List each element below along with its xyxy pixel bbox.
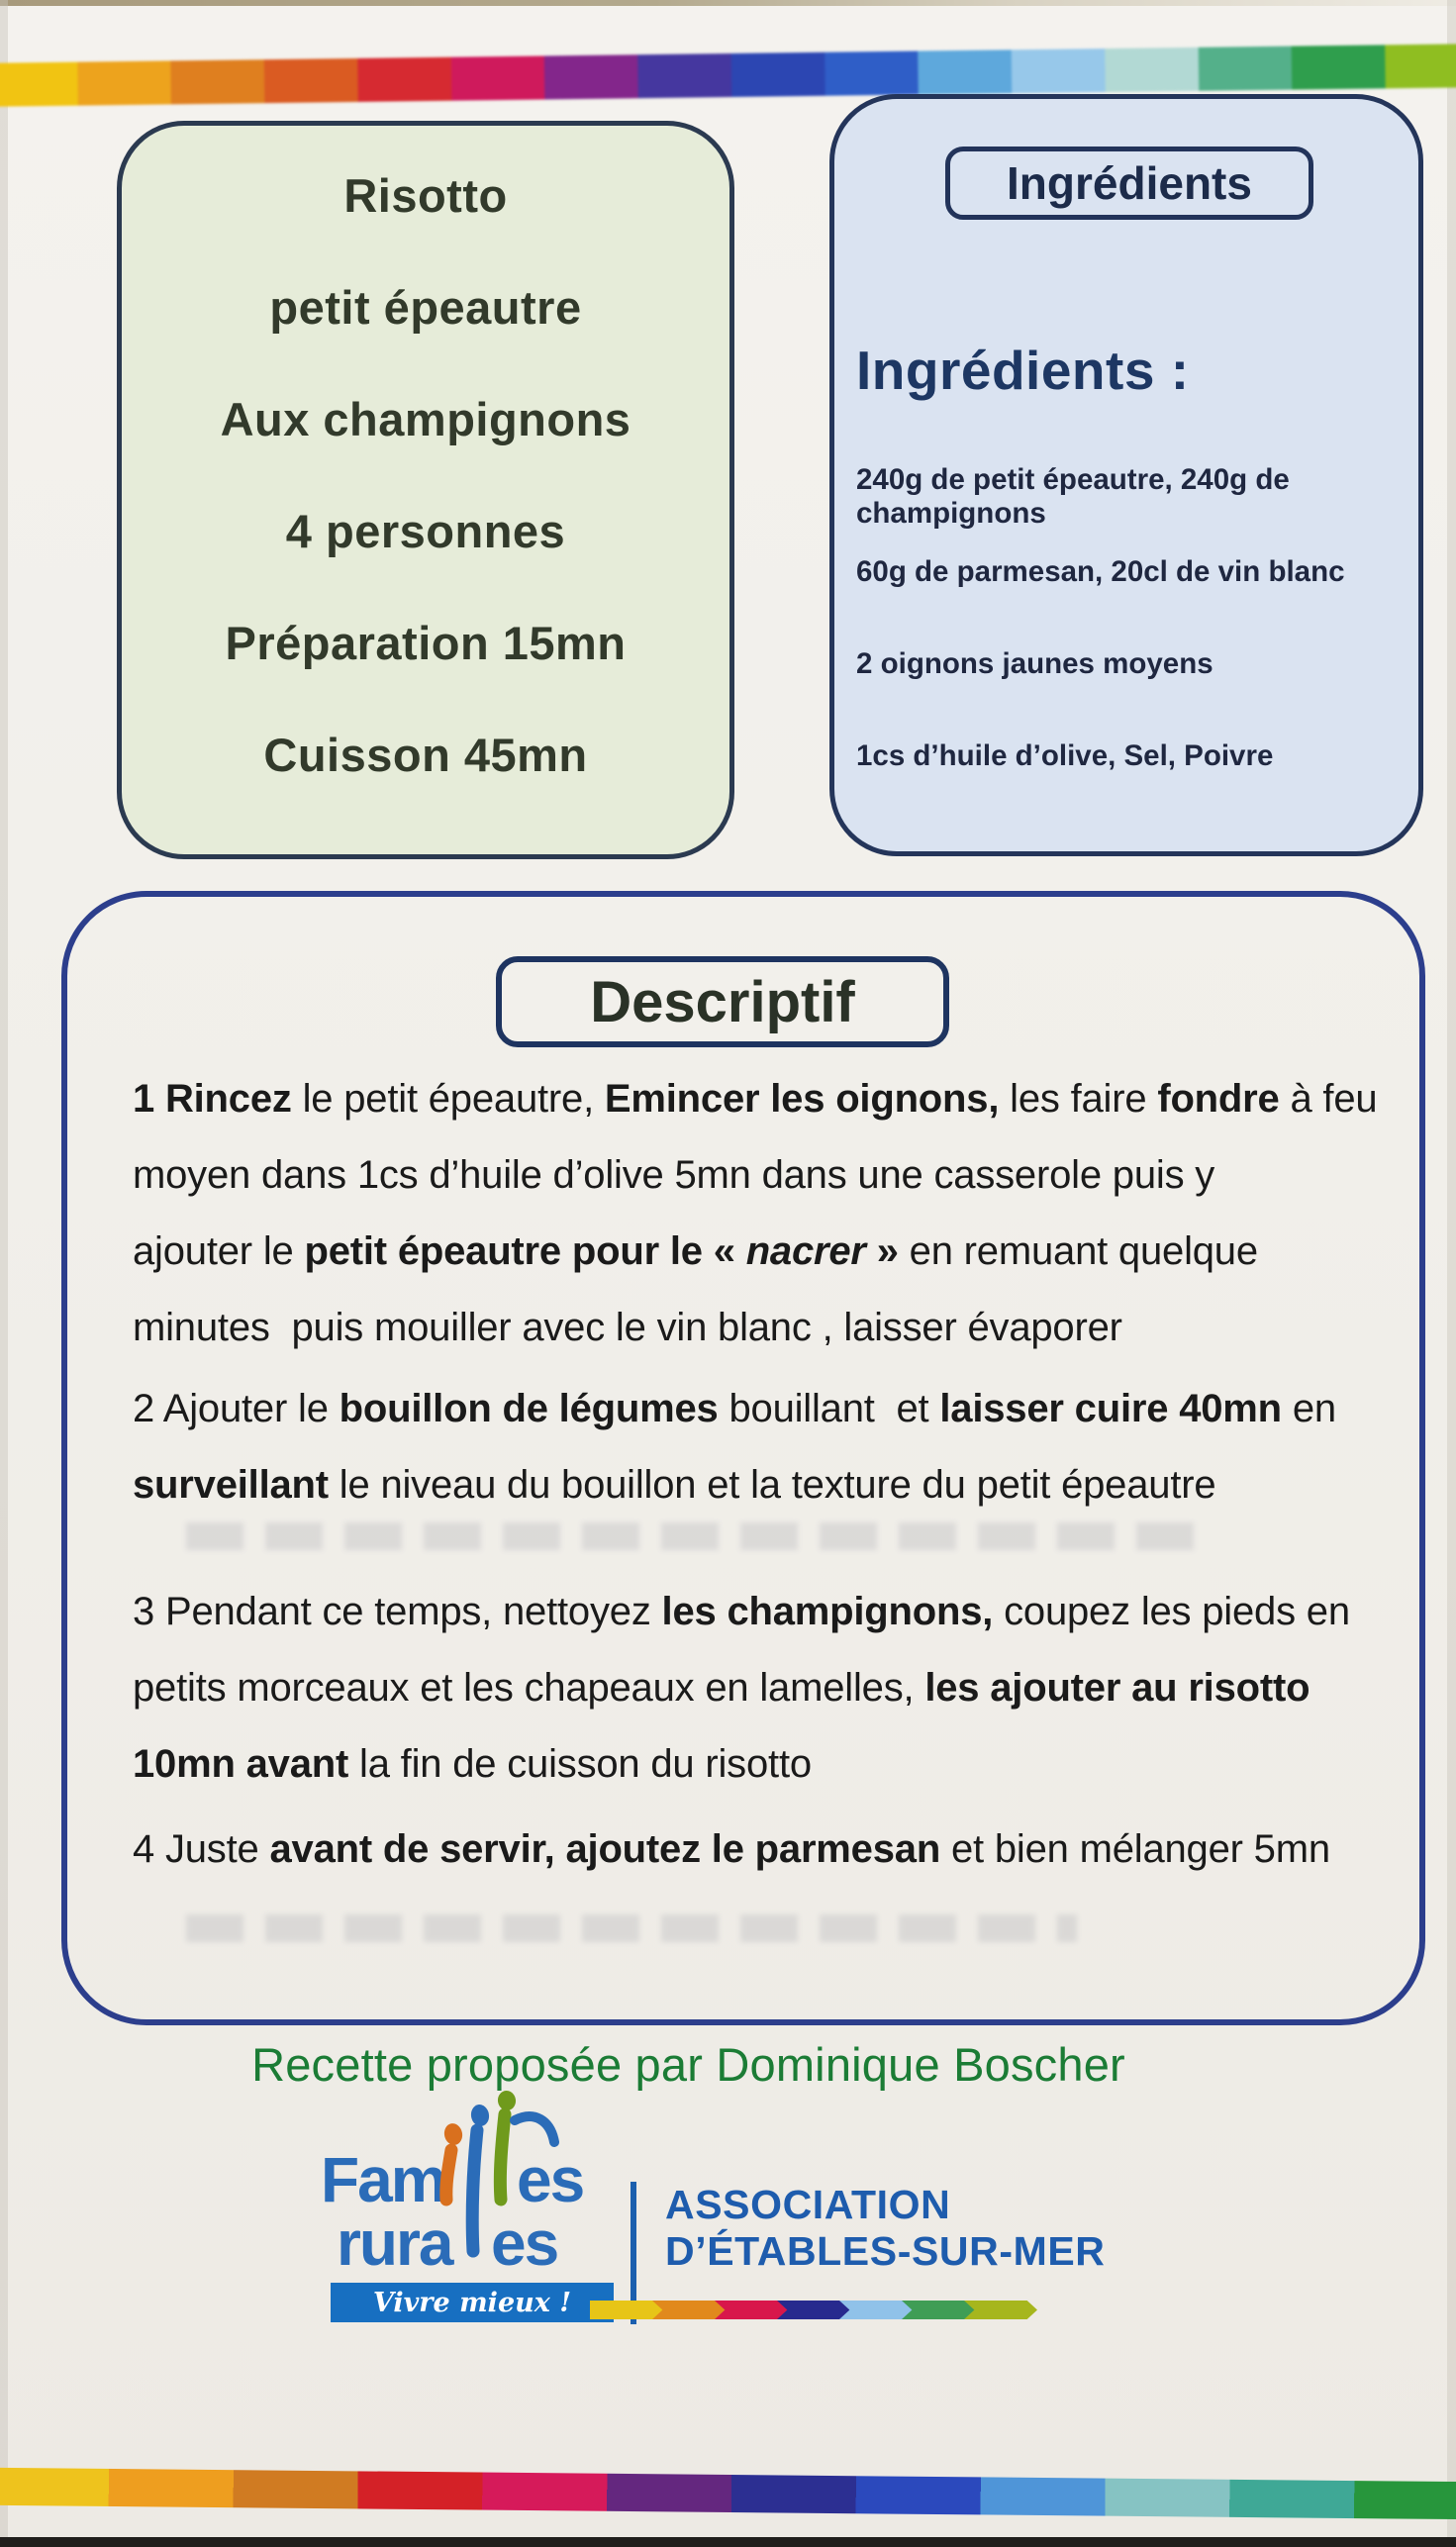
step-1-line: 1 Rincez le petit épeautre, Emincer les oignons, les faire fondre à feu bbox=[133, 1077, 1378, 1121]
recipe-title-line: 4 personnes bbox=[285, 505, 566, 557]
descriptif-boxed-label-text: Descriptif bbox=[590, 969, 855, 1034]
chevron-segment bbox=[590, 2301, 663, 2319]
step-3-line: 3 Pendant ce temps, nettoyez les champignons, coupez les pieds en bbox=[133, 1590, 1350, 1633]
logo-arm-swoosh bbox=[515, 2116, 554, 2142]
step-3-line: 10mn avant la fin de cuisson du risotto bbox=[133, 1742, 812, 1786]
photo-right-edge bbox=[1447, 0, 1456, 2547]
photo-left-edge bbox=[0, 0, 8, 2547]
familles-rurales-logo bbox=[315, 2091, 618, 2289]
recipe-title-line: Préparation 15mn bbox=[225, 617, 627, 669]
recipe-title-line: Cuisson 45mn bbox=[263, 729, 588, 781]
ingredient-item: 1cs d’huile d’olive, Sel, Poivre bbox=[856, 739, 1274, 772]
logo-text-fam: Fam bbox=[321, 2144, 445, 2215]
recipe-steps bbox=[133, 897, 1382, 2019]
ingredients-boxed-label bbox=[945, 147, 1313, 220]
chevron-segment bbox=[839, 2301, 913, 2319]
logo-figure-orange bbox=[442, 2121, 464, 2200]
ingredient-item: 60g de parmesan, 20cl de vin blanc bbox=[856, 555, 1345, 588]
chevron-segment bbox=[902, 2301, 975, 2319]
paper-bleedthrough bbox=[186, 1522, 1215, 1550]
credit-line: Recette proposée par Dominique Boscher bbox=[251, 2038, 1125, 2091]
chevron-color-strip bbox=[590, 2301, 1037, 2319]
recipe-title-line: petit épeautre bbox=[269, 281, 582, 334]
step-1-line: moyen dans 1cs d’huile d’olive 5mn dans une casserole puis y bbox=[133, 1153, 1215, 1197]
logo-tagline-box bbox=[331, 2283, 614, 2322]
step-2-line: surveillant le niveau du bouillon et la texture du petit épeautre bbox=[133, 1463, 1216, 1507]
chevron-segment bbox=[964, 2301, 1037, 2319]
descriptif-box bbox=[61, 891, 1425, 2025]
chevron-segment bbox=[715, 2301, 788, 2319]
step-3-line: petits morceaux et les chapeaux en lamelles, les ajouter au risotto bbox=[133, 1666, 1310, 1710]
rainbow-bar-bottom bbox=[0, 2468, 1456, 2519]
photo-top-edge bbox=[0, 0, 1456, 6]
ingredients-heading: Ingrédients : bbox=[856, 340, 1190, 401]
recipe-title-line: Risotto bbox=[343, 169, 508, 222]
ingredient-list bbox=[856, 463, 1410, 832]
step-4-line: 4 Juste avant de servir, ajoutez le parmesan et bien mélanger 5mn bbox=[133, 1827, 1330, 1871]
logo-text-es1: es bbox=[517, 2144, 584, 2215]
chevron-segment bbox=[652, 2301, 726, 2319]
association-line2: D’ÉTABLES-SUR-MER bbox=[665, 2228, 1106, 2274]
ingredient-item: 2 oignons jaunes moyens bbox=[856, 647, 1213, 680]
chevron-segment bbox=[777, 2301, 850, 2319]
association-name bbox=[665, 2182, 1105, 2275]
photo-bottom-edge bbox=[0, 2537, 1456, 2547]
recipe-title-line: Aux champignons bbox=[220, 393, 631, 445]
logo-tagline-text: Vivre mieux ! bbox=[372, 2287, 572, 2318]
recipe-title-block bbox=[122, 168, 729, 839]
step-1-line: minutes puis mouiller avec le vin blanc , laisser évaporer bbox=[133, 1306, 1122, 1349]
logo-text-es2: es bbox=[491, 2207, 558, 2279]
logo-text-rura: rura bbox=[337, 2207, 452, 2279]
ingredients-box bbox=[829, 94, 1423, 856]
ingredient-item: 240g de petit épeautre, 240g de champignons bbox=[856, 463, 1290, 530]
paper-bleedthrough bbox=[186, 1914, 1077, 1942]
recipe-summary-box bbox=[117, 121, 734, 859]
association-line1: ASSOCIATION bbox=[665, 2182, 951, 2227]
logo-figure-olive bbox=[496, 2091, 517, 2200]
step-2-line: 2 Ajouter le bouillon de légumes bouillant et laisser cuire 40mn en bbox=[133, 1387, 1336, 1430]
ingredients-boxed-label-text: Ingrédients bbox=[1007, 157, 1252, 209]
step-1-line: ajouter le petit épeautre pour le « nacrer » en remuant quelque bbox=[133, 1229, 1258, 1273]
logo-figure-blue bbox=[469, 2104, 491, 2251]
